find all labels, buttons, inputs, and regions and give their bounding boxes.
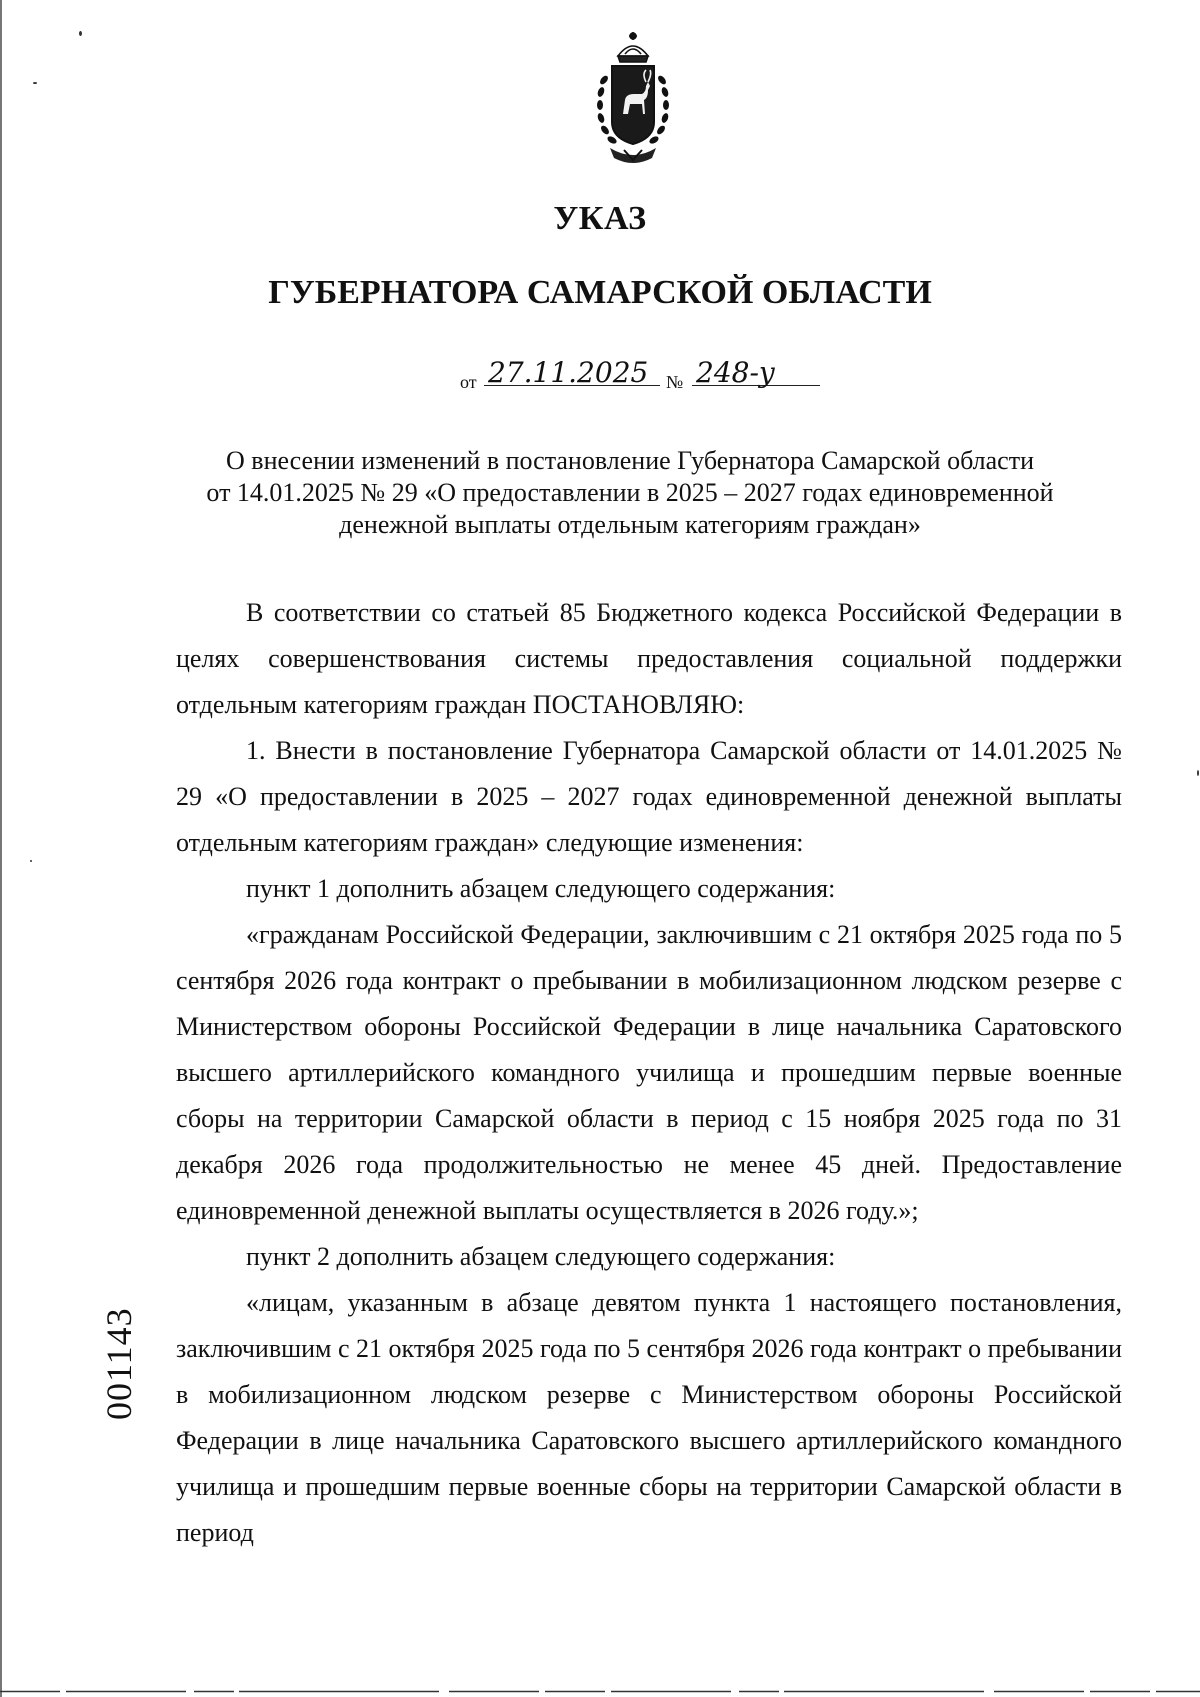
- heading-line: от 14.01.2025 № 29 «О предоставлении в 2025 – 2027 годах единовременной: [206, 478, 1054, 507]
- body-paragraph: 1. Внести в постановление Губернатора Самарской области от 14.01.2025 № 29 «О предоставлении в 2025 – 2027 годах единовременной денежной выплаты отдельным категориям граждан» следующие изменения:: [176, 736, 1122, 857]
- document-body: [176, 590, 1122, 1556]
- body-paragraph: «лицам, указанным в абзаце девятом пункта 1 настоящего постановления, заключившим с 21 октября 2025 года по 5 сентября 2026 года контракт о пребывании в мобилизационном людском резерве с Министерством обороны Российской Федерации в лице начальника Саратовского высшего артиллерийского командного училища и прошедшим первые военные сборы на территории Самарской области в период: [176, 1288, 1122, 1547]
- samara-coat-of-arms-icon: [590, 30, 676, 168]
- date-number-line: [460, 356, 860, 392]
- page-bottom-edge: [0, 1690, 1200, 1693]
- scan-speck: [1197, 770, 1199, 776]
- document-heading: [150, 445, 1110, 541]
- body-paragraph: В соответствии со статьей 85 Бюджетного кодекса Российской Федерации в целях совершенствования системы предоставления социальной поддержки отдельным категориям граждан ПОСТАНОВЛЯЮ:: [176, 598, 1122, 719]
- scan-speck: [33, 82, 37, 84]
- issuer-title: ГУБЕРНАТОРА САМАРСКОЙ ОБЛАСТИ: [268, 274, 932, 311]
- handwritten-date: 27.11.2025: [484, 356, 660, 386]
- date-prefix: от: [460, 372, 477, 392]
- scan-edge: [0, 0, 2, 1697]
- body-paragraph: «гражданам Российской Федерации, заключившим с 21 октября 2025 года по 5 сентября 2026 года контракт о пребывании в мобилизационном людском резерве с Министерством обороны Российской Федерации в лице начальника Саратовского высшего артиллерийского командного училища и прошедшим первые военные сборы на территории Самарской области в период с 15 ноября 2025 года по 31 декабря 2026 года продолжительностью не менее 45 дней. Предоставление единовременной денежной выплаты осуществляется в 2026 году.»;: [176, 920, 1122, 1225]
- heading-line: О внесении изменений в постановление Губернатора Самарской области: [226, 446, 1034, 475]
- document-type-title: УКАЗ: [553, 200, 647, 237]
- scan-speck: [79, 31, 82, 36]
- body-paragraph: пункт 2 дополнить абзацем следующего содержания:: [246, 1242, 836, 1271]
- serial-number: 001143: [99, 1307, 139, 1420]
- handwritten-number: 248-у: [692, 356, 820, 386]
- body-paragraph: пункт 1 дополнить абзацем следующего содержания:: [246, 874, 836, 903]
- number-prefix: №: [666, 372, 684, 392]
- scan-speck: [30, 860, 32, 862]
- heading-line: денежной выплаты отдельным категориям граждан»: [339, 510, 921, 539]
